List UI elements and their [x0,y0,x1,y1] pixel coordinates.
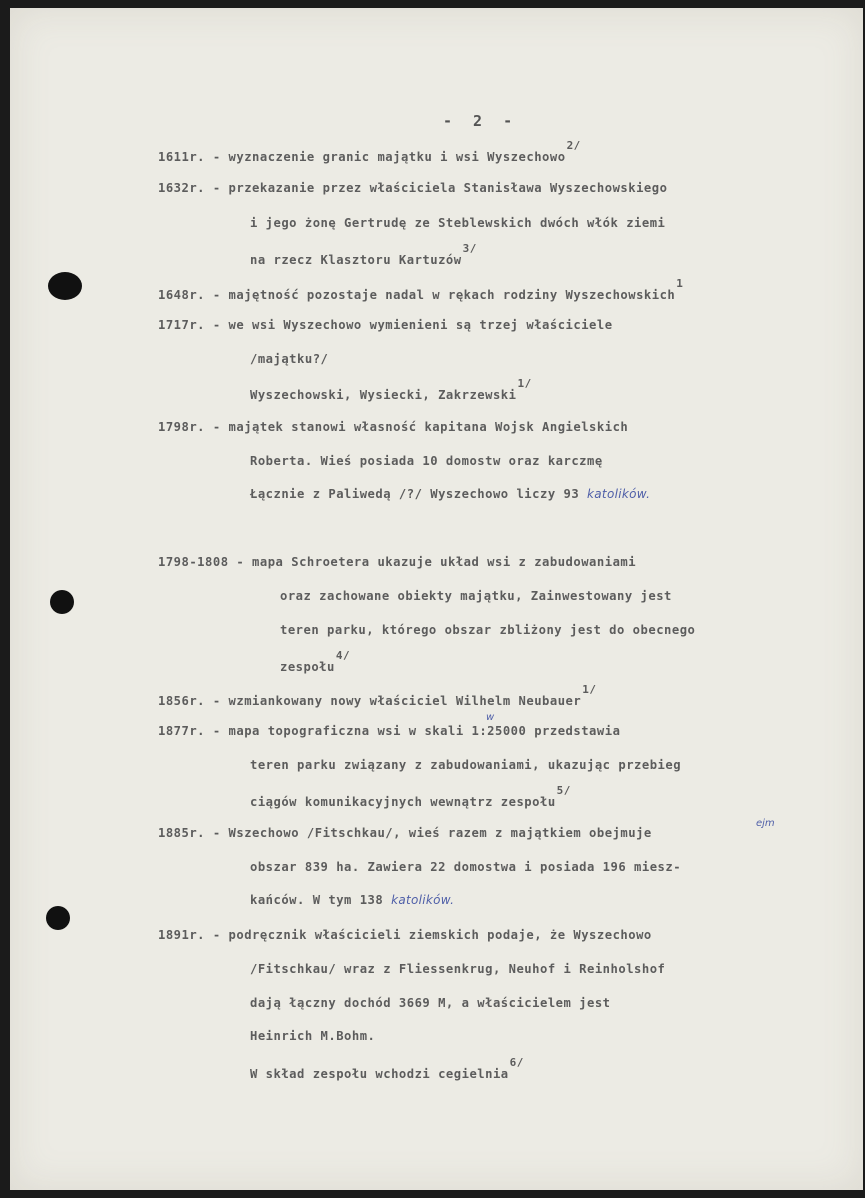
footnote-ref: 3/ [462,242,477,255]
footnote-ref: 1 [676,277,684,290]
punch-hole-top [48,272,82,300]
punch-hole-middle [50,590,74,614]
entry-1891-line-1: 1891r. - podręcznik właścicieli ziemskich podaje, że Wyszechowo [158,928,652,942]
entry-1632-line-2: i jego żonę Gertrudę ze Steblewskich dwóch włók ziemi [250,216,666,230]
entry-1885-line-1: 1885r. - Wszechowo /Fitschkau/, wieś razem z majątkiem obejmuje [158,826,652,840]
page-number: - 2 - [443,112,519,130]
footnote-ref: 5/ [556,784,571,797]
entry-1891-line-4: Heinrich M.Bohm. [250,1029,376,1043]
entry-1885-line-3: kańców. W tym 138 katolików. [250,893,455,907]
entry-1798-line-2: Roberta. Wieś posiada 10 domostw oraz karczmę [250,454,603,468]
entry-1798-line-1: 1798r. - majątek stanowi własność kapitana Wojsk Angielskich [158,420,629,434]
entry-1891-line-3: dają łączny dochód 3669 M, a właścicielem jest [250,996,611,1010]
entry-1648: 1648r. - majętność pozostaje nadal w rękach rodziny Wyszechowskich$^1$ [158,277,684,303]
entry-1798-1808-line-3: teren parku, którego obszar zbliżony jest do obecnego [280,623,696,637]
entry-1877-line-2: teren parku związany z zabudowaniami, ukazując przebieg [250,758,682,772]
entry-1632-line-3: na rzecz Klasztoru Kartuzów$^{3/}$ [250,242,477,268]
entry-1798-1808-line-1: 1798-1808 - mapa Schroetera ukazuje układ wsi z zabudowaniami [158,555,637,569]
entry-1891-line-5: W skład zespołu wchodzi cegielnia$^{6/}$ [250,1056,524,1082]
footnote-ref: 4/ [335,649,351,662]
entry-1877-line-3: ciągów komunikacyjnych wewnątrz zespołu$^{5/}$ [250,784,571,810]
handwritten-correction: ejm [756,818,775,829]
entry-1798-1808-line-2: oraz zachowane obiekty majątku, Zainwestowany jest [280,589,672,603]
entry-1717-line-2: /majątku?/ [250,352,329,366]
entry-1611: 1611r. - wyznaczenie granic majątku i wsi Wyszechowo$^{2/}$ [158,139,581,165]
entry-1798-1808-line-4: zespołu$^{4/}$ [280,649,351,675]
entry-1798-line-3: Łącznie z Paliwedą /?/ Wyszechowo liczy 93 katolików. [250,487,651,501]
punch-hole-bottom [46,906,70,930]
handwritten-note: katolików. [587,487,651,501]
entry-1717-line-3: Wyszechowski, Wysiecki, Zakrzewski$^{1/}$ [250,377,532,403]
entry-1717-line-1: 1717r. - we wsi Wyszechowo wymienieni są trzej właściciele [158,318,613,332]
footnote-ref: 2/ [566,139,581,152]
footnote-ref: 1/ [517,377,532,390]
entry-1891-line-2: /Fitschkau/ wraz z Fliessenkrug, Neuhof i Reinholshof [250,962,666,976]
entry-1877-line-1: 1877r. - mapa topograficzna wsi w skali 1:25000 przedstawia [158,724,621,738]
handwritten-note: katolików. [391,893,455,907]
footnote-ref: 1/ [582,683,597,696]
footnote-ref: 6/ [509,1056,524,1069]
entry-1856: 1856r. - wzmiankowany nowy właściciel Wilhelm Neubauer$^{1/}$ [158,683,597,709]
entry-1632-line-1: 1632r. - przekazanie przez właściciela Stanisława Wyszechowskiego [158,181,668,195]
handwritten-insert: w [486,712,495,723]
entry-1885-line-2: obszar 839 ha. Zawiera 22 domostwa i posiada 196 miesz- [250,860,682,874]
